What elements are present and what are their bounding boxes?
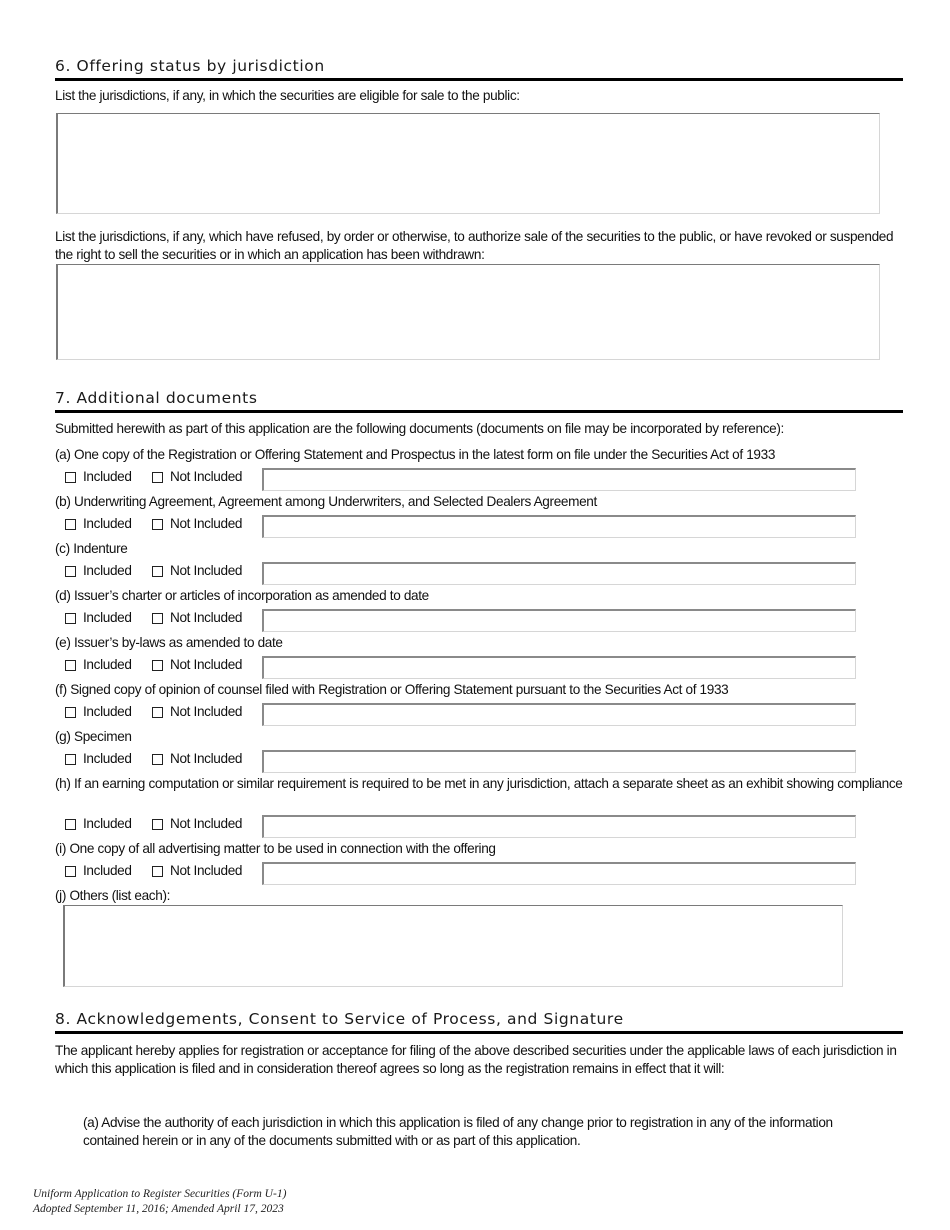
document-item-label: (b) Underwriting Agreement, Agreement among Underwriters, and Selected Dealers Agreement <box>55 494 597 509</box>
not-included-label: Not Included <box>170 657 243 672</box>
included-checkbox[interactable] <box>65 566 76 577</box>
acknowledgement-intro: The applicant hereby applies for registration or acceptance for filing of the above described securities under the applicable laws of each jurisdiction in which this application is filed and in consideration thereof agrees so long as the registration remains in effect that it will: <box>55 1043 897 1076</box>
section-8-heading: 8. Acknowledgements, Consent to Service of Process, and Signature <box>55 1010 903 1034</box>
document-item-label: (f) Signed copy of opinion of counsel filed with Registration or Offering Statement pursuant to the Securities Act of 1933 <box>55 682 729 697</box>
others-label: (j) Others (list each): <box>55 888 171 903</box>
document-item-label: (c) Indenture <box>55 541 128 556</box>
document-item-label: (a) One copy of the Registration or Offering Statement and Prospectus in the latest form on file under the Securities Act of 1933 <box>55 447 776 462</box>
included-label: Included <box>83 863 132 878</box>
not-included-checkbox[interactable] <box>152 566 163 577</box>
document-reference-input[interactable] <box>262 609 856 632</box>
not-included-label: Not Included <box>170 751 243 766</box>
document-reference-input[interactable] <box>262 656 856 679</box>
footer-adoption-dates: Adopted September 11, 2016; Amended April 17, 2023 <box>33 1203 284 1215</box>
included-checkbox[interactable] <box>65 613 76 624</box>
not-included-checkbox[interactable] <box>152 754 163 765</box>
document-reference-input[interactable] <box>262 703 856 726</box>
document-reference-input[interactable] <box>262 862 856 885</box>
included-checkbox[interactable] <box>65 754 76 765</box>
not-included-checkbox[interactable] <box>152 707 163 718</box>
not-included-label: Not Included <box>170 816 243 831</box>
included-label: Included <box>83 516 132 531</box>
eligible-jurisdictions-prompt: List the jurisdictions, if any, in which the securities are eligible for sale to the public: <box>55 88 520 103</box>
included-label: Included <box>83 610 132 625</box>
not-included-label: Not Included <box>170 469 243 484</box>
not-included-checkbox[interactable] <box>152 866 163 877</box>
document-reference-input[interactable] <box>262 468 856 491</box>
document-item-label: (h) If an earning computation or similar requirement is required to be met in any jurisdiction, attach a separate sheet as an exhibit showing compliance <box>55 776 903 791</box>
not-included-label: Not Included <box>170 563 243 578</box>
not-included-checkbox[interactable] <box>152 660 163 671</box>
included-label: Included <box>83 657 132 672</box>
refused-jurisdictions-textarea[interactable] <box>56 264 880 360</box>
document-item-label: (d) Issuer’s charter or articles of incorporation as amended to date <box>55 588 429 603</box>
acknowledgement-item-a: (a) Advise the authority of each jurisdiction in which this application is filed of any change prior to registration in any of the information contained herein or in any of the documents submitted with or as part of this application. <box>83 1115 833 1148</box>
document-item-label: (e) Issuer’s by-laws as amended to date <box>55 635 283 650</box>
document-reference-input[interactable] <box>262 815 856 838</box>
included-label: Included <box>83 816 132 831</box>
section-6-heading: 6. Offering status by jurisdiction <box>55 57 903 81</box>
document-reference-input[interactable] <box>262 515 856 538</box>
eligible-jurisdictions-textarea[interactable] <box>56 113 880 214</box>
section-7-heading: 7. Additional documents <box>55 389 903 413</box>
not-included-label: Not Included <box>170 704 243 719</box>
not-included-label: Not Included <box>170 863 243 878</box>
included-label: Included <box>83 469 132 484</box>
included-label: Included <box>83 751 132 766</box>
included-label: Included <box>83 704 132 719</box>
footer-form-title: Uniform Application to Register Securities (Form U-1) <box>33 1188 287 1200</box>
included-checkbox[interactable] <box>65 660 76 671</box>
document-reference-input[interactable] <box>262 750 856 773</box>
not-included-checkbox[interactable] <box>152 819 163 830</box>
not-included-label: Not Included <box>170 610 243 625</box>
included-checkbox[interactable] <box>65 519 76 530</box>
not-included-checkbox[interactable] <box>152 472 163 483</box>
document-reference-input[interactable] <box>262 562 856 585</box>
included-checkbox[interactable] <box>65 819 76 830</box>
refused-jurisdictions-prompt: List the jurisdictions, if any, which have refused, by order or otherwise, to authorize sale of the securities to the public, or have revoked or suspended the right to sell the securities or in which an application has been withdrawn: <box>55 229 894 262</box>
not-included-checkbox[interactable] <box>152 519 163 530</box>
not-included-checkbox[interactable] <box>152 613 163 624</box>
not-included-label: Not Included <box>170 516 243 531</box>
included-checkbox[interactable] <box>65 866 76 877</box>
document-item-label: (i) One copy of all advertising matter to be used in connection with the offering <box>55 841 496 856</box>
others-textarea[interactable] <box>63 905 843 987</box>
document-item-label: (g) Specimen <box>55 729 132 744</box>
included-label: Included <box>83 563 132 578</box>
included-checkbox[interactable] <box>65 707 76 718</box>
included-checkbox[interactable] <box>65 472 76 483</box>
additional-documents-intro: Submitted herewith as part of this application are the following documents (documents on file may be incorporated by reference): <box>55 421 784 436</box>
